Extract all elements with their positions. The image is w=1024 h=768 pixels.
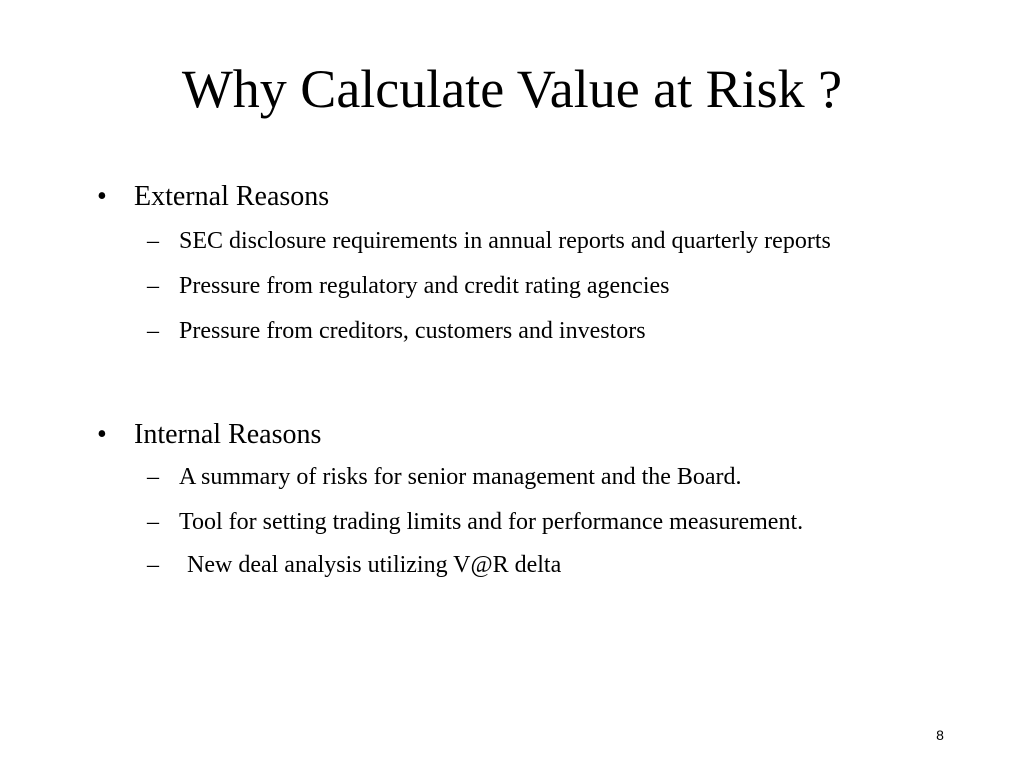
dash-marker: – <box>147 318 159 344</box>
sub-item-text: Pressure from regulatory and credit rating agencies <box>179 273 670 299</box>
sub-item-text: Tool for setting trading limits and for performance measurement. <box>179 509 804 535</box>
page-number: 8 <box>936 727 944 743</box>
sub-item-text: Pressure from creditors, customers and investors <box>179 318 646 344</box>
bullet-heading-internal: Internal Reasons <box>134 419 322 450</box>
dash-marker: – <box>147 273 159 299</box>
sub-item-text: SEC disclosure requirements in annual reports and quarterly reports <box>179 228 831 254</box>
dash-marker: – <box>147 509 159 535</box>
dash-marker: – <box>147 228 159 254</box>
dash-marker: – <box>147 464 159 490</box>
bullet-marker: • <box>97 419 107 450</box>
sub-item-text: New deal analysis utilizing V@R delta <box>187 552 562 578</box>
bullet-marker: • <box>97 181 107 212</box>
dash-marker: – <box>147 552 159 578</box>
slide-title: Why Calculate Value at Risk ? <box>181 59 843 119</box>
sub-item-text: A summary of risks for senior management and the Board. <box>179 464 742 490</box>
bullet-heading-external: External Reasons <box>134 181 330 212</box>
